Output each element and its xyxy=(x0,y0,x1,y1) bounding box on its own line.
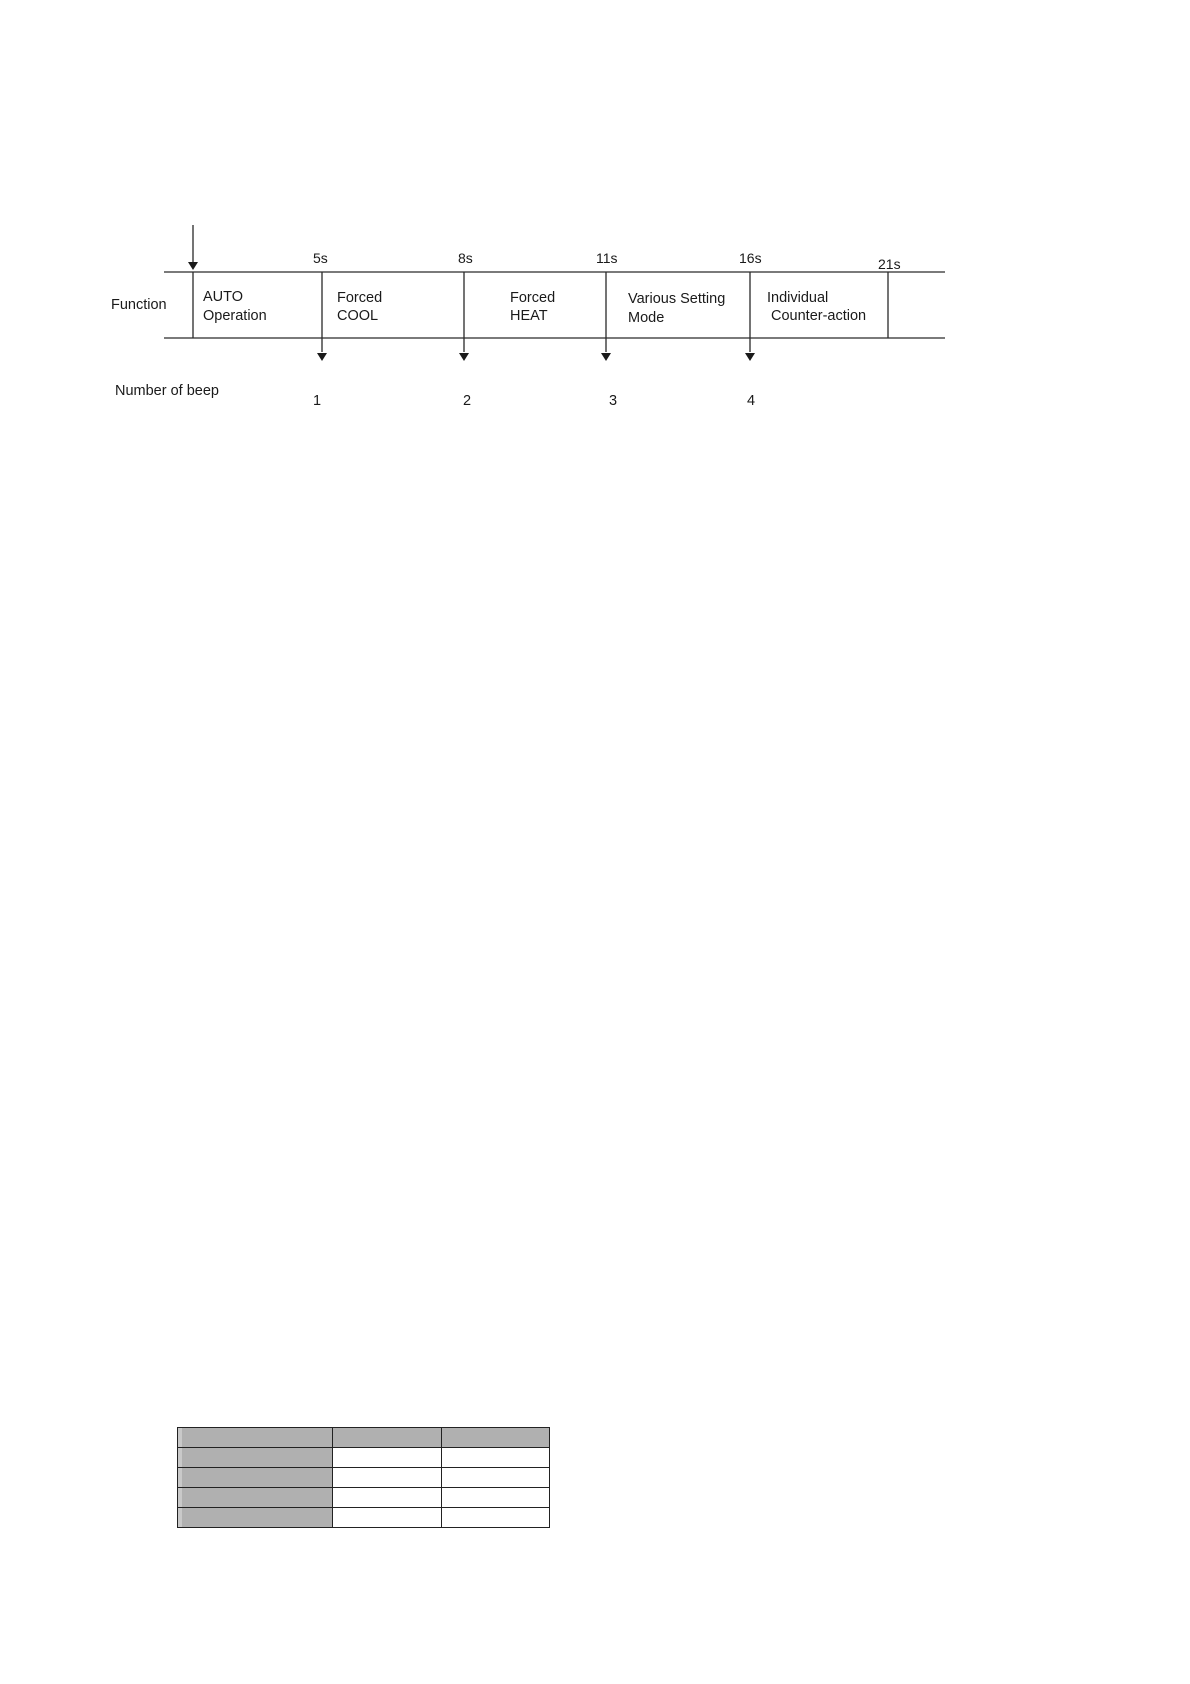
table-header-cell xyxy=(442,1428,550,1448)
beep-arrow-1-icon xyxy=(317,353,327,361)
table-cell xyxy=(333,1448,442,1468)
start-arrow-icon xyxy=(188,262,198,270)
beep-arrow-3-icon xyxy=(601,353,611,361)
table-row xyxy=(178,1448,550,1468)
table-cell xyxy=(442,1448,550,1468)
timing-diagram xyxy=(0,0,1190,440)
function-auto-line1: AUTO xyxy=(203,289,244,305)
settings-table xyxy=(177,1427,550,1528)
function-individual-line1: Individual xyxy=(767,290,829,306)
table-header-cell xyxy=(178,1428,333,1448)
table-row xyxy=(178,1468,550,1488)
function-individual-line2: Counter-action xyxy=(771,308,867,324)
table-cell xyxy=(442,1488,550,1508)
table-row xyxy=(178,1488,550,1508)
beep-count-4: 4 xyxy=(747,393,756,409)
time-mark-11s: 11s xyxy=(596,250,618,266)
time-mark-5s: 5s xyxy=(313,250,328,266)
table-row-label-cell xyxy=(178,1508,333,1528)
table-cell xyxy=(333,1468,442,1488)
time-mark-16s: 16s xyxy=(739,250,762,266)
table-cell xyxy=(333,1488,442,1508)
function-heat-line2: HEAT xyxy=(510,308,548,324)
table-row-label-cell xyxy=(178,1468,333,1488)
function-heat-line1: Forced xyxy=(510,290,556,306)
beep-count-3: 3 xyxy=(609,393,618,409)
table-row-label-cell xyxy=(178,1488,333,1508)
function-row-label: Function xyxy=(111,297,167,313)
function-cool-line1: Forced xyxy=(337,290,383,306)
table-header-cell xyxy=(333,1428,442,1448)
function-auto-line2: Operation xyxy=(203,308,267,324)
table-cell xyxy=(442,1508,550,1528)
table-cell xyxy=(442,1468,550,1488)
function-cool-line2: COOL xyxy=(337,308,379,324)
function-setting-line1: Various Setting xyxy=(628,291,726,307)
time-mark-8s: 8s xyxy=(458,250,473,266)
table-row-label-cell xyxy=(178,1448,333,1468)
beep-row-label: Number of beep xyxy=(115,383,219,399)
table-cell xyxy=(333,1508,442,1528)
table-header-row xyxy=(178,1428,550,1448)
beep-arrow-2-icon xyxy=(459,353,469,361)
function-setting-line2: Mode xyxy=(628,310,665,326)
time-mark-21s: 21s xyxy=(878,256,901,272)
beep-count-2: 2 xyxy=(463,393,472,409)
table-row xyxy=(178,1508,550,1528)
beep-count-1: 1 xyxy=(313,393,322,409)
beep-arrow-4-icon xyxy=(745,353,755,361)
